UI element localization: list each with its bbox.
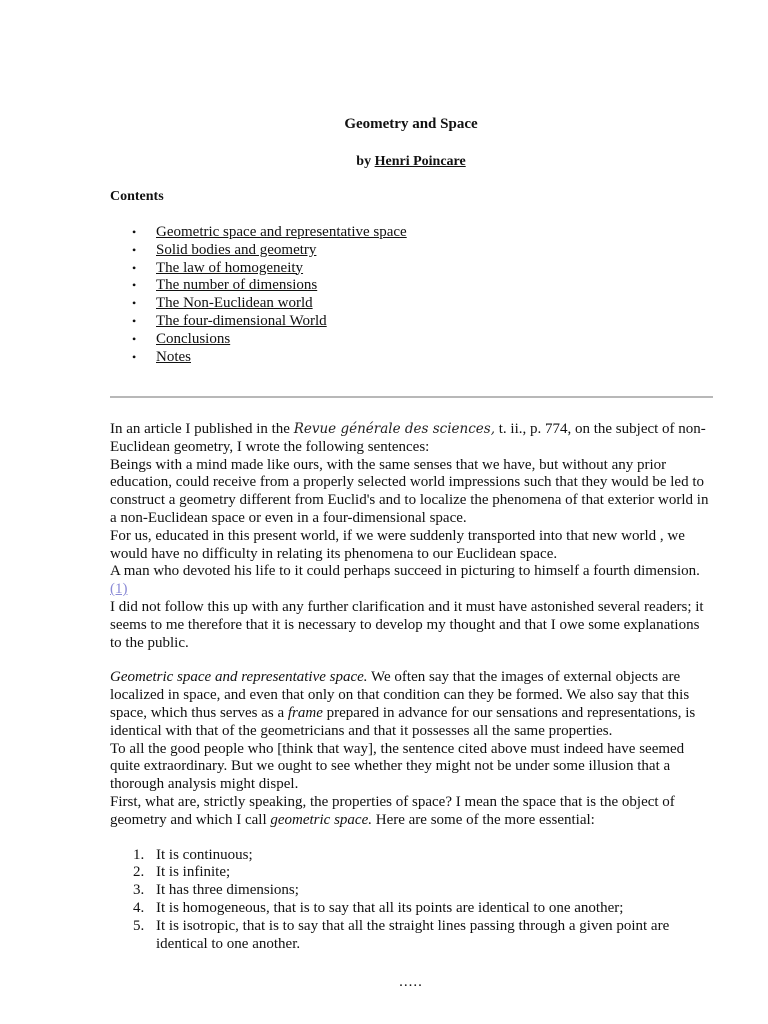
intro-text: In an article I published in the	[110, 421, 294, 437]
section-paragraph-3	[110, 794, 714, 830]
list-item-text: It is homogeneous, that is to say that all its points are identical to one another;	[156, 899, 624, 916]
list-number: 4.	[133, 899, 145, 916]
article-body	[110, 421, 714, 953]
section-text: We often say that the images of external objects are localized in space, and even that only on that condition can they be formed. We also say that this space, which thus serves as a	[110, 669, 690, 721]
bullet-icon: •	[132, 225, 137, 239]
horizontal-divider	[110, 396, 713, 398]
properties-list	[110, 847, 714, 954]
toc-link-four-dimensional[interactable]: The four-dimensional World	[156, 312, 327, 329]
toc-link-non-euclidean[interactable]: The Non-Euclidean world	[156, 295, 313, 312]
continuation-dots: .....	[399, 974, 423, 990]
list-item	[110, 900, 714, 918]
byline	[0, 153, 768, 171]
list-item	[110, 847, 714, 865]
journal-title: Revue générale des sciences,	[293, 421, 495, 437]
section-paragraph-1	[110, 669, 714, 740]
intro-paragraph-5: I did not follow this up with any further clarification and it must have astonished several readers; it seems to me therefore that it is necessary to develop my thought and that I owe some explanations to the public.	[110, 598, 704, 651]
list-item	[110, 918, 714, 954]
list-item-text: It is infinite;	[156, 864, 231, 881]
bullet-icon: •	[132, 313, 137, 328]
bullet-icon: •	[132, 278, 137, 293]
emphasis-frame: frame	[287, 704, 323, 721]
intro-paragraph-1	[110, 421, 714, 457]
toc-item	[110, 260, 407, 278]
toc-item	[110, 331, 407, 349]
toc-item	[110, 224, 407, 242]
list-number: 2.	[133, 864, 145, 881]
document-title: Geometry and Space	[344, 116, 478, 132]
list-item	[110, 864, 714, 882]
list-item-text: It has three dimensions;	[156, 882, 299, 899]
intro-paragraph-2: Beings with a mind made like ours, with the same senses that we have, but without any prior education, could receive from a properly selected world impressions such that they would be led to construct a geometry different from Euclid's and to localize the phenomena of that exterior world in a non-Euclidean space or even in a four-dimensional space.	[110, 456, 709, 526]
byline-prefix: by	[356, 154, 375, 169]
toc-link-notes[interactable]: Notes	[156, 348, 191, 365]
toc-link-conclusions[interactable]: Conclusions	[156, 330, 231, 347]
toc-link-solid-bodies[interactable]: Solid bodies and geometry	[156, 241, 317, 258]
bullet-icon: •	[132, 260, 137, 275]
toc-item	[110, 313, 407, 331]
toc-link-homogeneity[interactable]: The law of homogeneity	[156, 259, 304, 276]
intro-text: A man who devoted his life to it could perhaps succeed in picturing to himself a fourth dimension.	[110, 563, 700, 580]
list-item-text: It is continuous;	[156, 846, 253, 863]
toc-item	[110, 242, 407, 260]
list-number: 3.	[133, 882, 145, 899]
bullet-icon: •	[132, 296, 137, 311]
toc-item	[110, 277, 407, 295]
toc-item	[110, 295, 407, 313]
intro-text: t. ii., p. 774, on the subject of non-Euclidean geometry, I wrote the following sentences:	[110, 421, 706, 455]
toc-link-geometric-space[interactable]: Geometric space and representative space	[156, 224, 407, 240]
intro-paragraph-4	[110, 563, 714, 599]
footnote-link[interactable]: (1)	[110, 581, 128, 598]
section-text: prepared in advance for our sensations and representations, is identical with that of the geometricians and that it possesses all the same properties.	[110, 704, 696, 739]
section-text: First, what are, strictly speaking, the properties of space? I mean the space that is the object of geometry and which I call	[110, 793, 675, 828]
list-item-text: It is isotropic, that is to say that all the straight lines passing through a given point are identical to one another.	[156, 917, 670, 952]
bullet-icon: •	[132, 331, 137, 346]
bullet-icon: •	[132, 349, 137, 364]
bullet-icon: •	[132, 242, 137, 257]
section-title: Geometric space and representative space.	[110, 669, 368, 686]
section-paragraph-2: To all the good people who [think that way], the sentence cited above must indeed have seemed quite extraordinary. But we ought to see whether they might not be under some illusion that a thorough analysis might dispel.	[110, 740, 685, 793]
toc-item	[110, 349, 407, 367]
list-number: 5.	[133, 917, 145, 934]
table-of-contents	[110, 224, 407, 366]
emphasis-geometric-space: geometric space.	[270, 811, 372, 828]
toc-link-dimensions[interactable]: The number of dimensions	[156, 277, 318, 294]
contents-heading: Contents	[110, 189, 164, 204]
intro-paragraph-3: For us, educated in this present world, if we were suddenly transported into that new world , we would have no difficulty in relating its phenomena to our Euclidean space.	[110, 527, 685, 562]
section-text: Here are some of the more essential:	[372, 811, 595, 828]
list-item	[110, 882, 714, 900]
list-number: 1.	[133, 846, 145, 863]
author-link[interactable]: Henri Poincare	[374, 154, 466, 169]
paragraph-gap	[110, 830, 714, 847]
paragraph-gap	[110, 652, 714, 669]
